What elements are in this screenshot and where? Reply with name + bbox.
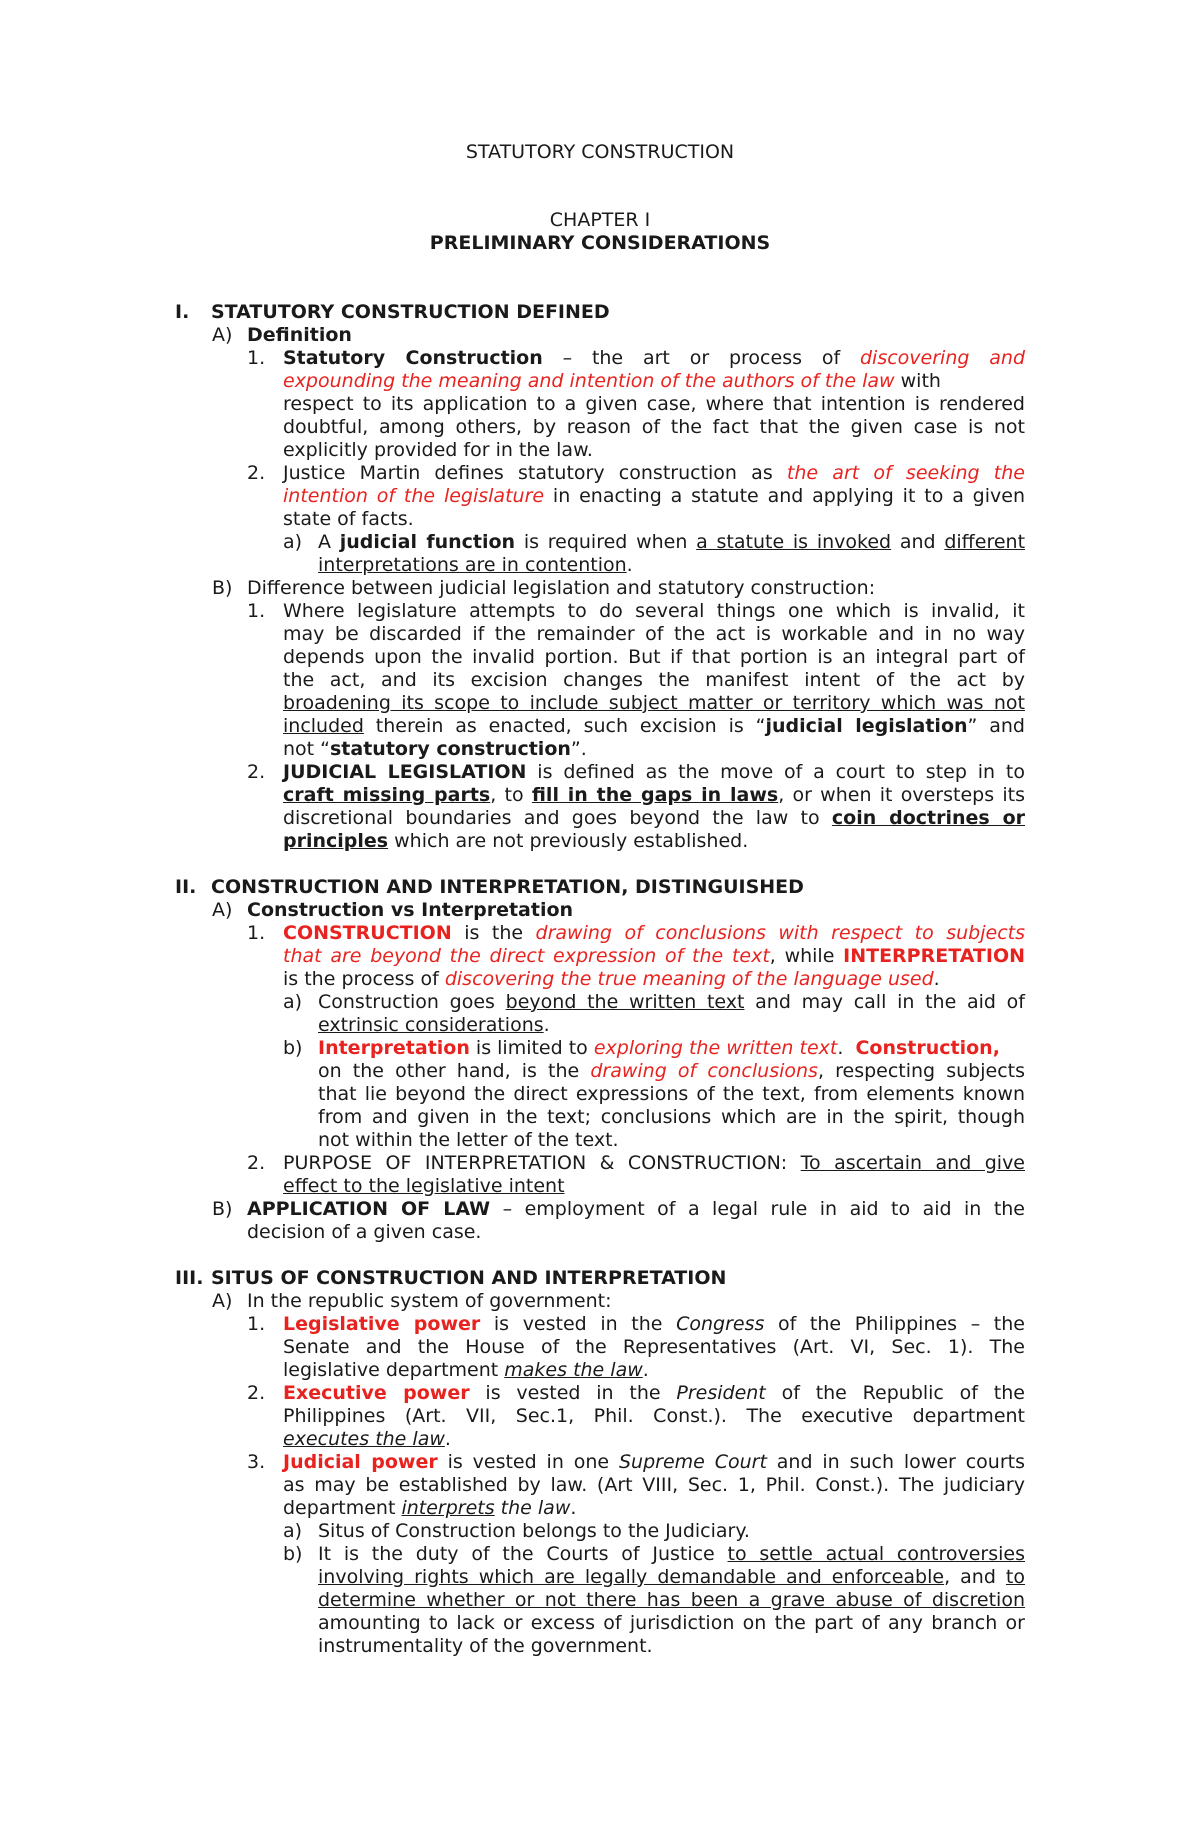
- text: .: [837, 1037, 856, 1059]
- emphasis: Supreme Court: [618, 1451, 767, 1473]
- emphasis: drawing of conclusions with respect to subjects: [535, 922, 1025, 944]
- underlined: determine whether or not there has been a grave abuse of discretion: [318, 1589, 1025, 1611]
- text-line: not within the letter of the text.: [318, 1129, 619, 1151]
- list-item-judicial-legislation-defined: [283, 761, 1025, 853]
- underlined: effect to the legislative intent: [283, 1175, 565, 1197]
- item-letter: a): [283, 1520, 303, 1542]
- list-item-interpretation-limited: [318, 1037, 1025, 1152]
- subsection-title: Construction vs Interpretation: [247, 899, 574, 921]
- subsection-label: B): [212, 577, 233, 599]
- text: It is the duty of the Courts of Justice: [318, 1543, 728, 1565]
- term: judicial function: [339, 531, 516, 553]
- underlined: to settle actual controversies: [727, 1543, 1025, 1565]
- subsection-title: In the republic system of government:: [247, 1290, 612, 1312]
- subsection-label: A): [212, 899, 233, 921]
- text: with: [894, 370, 941, 392]
- text: .: [570, 1497, 577, 1519]
- text: A: [318, 531, 340, 553]
- text: – the art or process of: [542, 347, 860, 369]
- item-number: 1.: [247, 347, 266, 369]
- list-item-duty-of-courts: [318, 1543, 1025, 1658]
- text: of the Philippines – the: [764, 1313, 1025, 1335]
- underlined: a statute is invoked: [696, 531, 892, 553]
- underlined: extrinsic considerations: [318, 1014, 544, 1036]
- term: Construction,: [855, 1037, 1000, 1059]
- underlined: to: [1005, 1566, 1025, 1588]
- item-number: 2.: [247, 1382, 266, 1404]
- text: is vested in the: [469, 1382, 677, 1404]
- term: judicial legislation: [765, 715, 968, 737]
- text-line: Senate and the House of the Representatives (Art. VI, Sec. 1). The: [283, 1336, 1025, 1358]
- text: PURPOSE OF INTERPRETATION & CONSTRUCTION:: [283, 1152, 801, 1174]
- text-line: the act, and its excision changes the manifest intent of the act by: [283, 669, 1025, 691]
- text: .: [444, 1428, 451, 1450]
- text-line: decision of a given case.: [247, 1221, 482, 1243]
- emphasis: exploring the written text: [593, 1037, 838, 1059]
- item-number: 2.: [247, 462, 266, 484]
- text: and may call in the aid of: [744, 991, 1025, 1013]
- text: is vested in the: [480, 1313, 677, 1335]
- list-item-executive-power: [283, 1382, 1025, 1451]
- section-number: III.: [175, 1267, 204, 1289]
- text-line: respect to its application to a given case, where that intention is rendered: [283, 393, 1025, 415]
- term: Judicial power: [283, 1451, 438, 1473]
- document-title: STATUTORY CONSTRUCTION: [465, 141, 735, 163]
- list-item-application-of-law: [247, 1198, 1025, 1244]
- text: .: [543, 1014, 550, 1036]
- text-line: depends upon the invalid portion. But if that portion is an integral part of: [283, 646, 1025, 668]
- emphasis: that are beyond the direct expression of the text: [283, 945, 770, 967]
- text: discretional boundaries and goes beyond the law to: [283, 807, 832, 829]
- underlined: involving rights which are legally demandable and enforceable: [318, 1566, 945, 1588]
- item-letter: b): [283, 1037, 303, 1059]
- emphasis: Congress: [676, 1313, 765, 1335]
- text-line: amounting to lack or excess of jurisdiction on the part of any branch or: [318, 1612, 1025, 1634]
- subsection-label: A): [212, 1290, 233, 1312]
- list-item-judicial-power: [283, 1451, 1025, 1520]
- text: .: [626, 554, 633, 576]
- emphasis: expounding the meaning and intention of the authors of the law: [283, 370, 895, 392]
- text: therein as enacted, such excision is “: [363, 715, 766, 737]
- text: is vested in one: [437, 1451, 619, 1473]
- list-item-justice-martin: [283, 462, 1025, 531]
- term: Statutory Construction: [283, 347, 543, 369]
- underlined: interpretations are in contention: [318, 554, 627, 576]
- underlined-term: principles: [283, 830, 389, 852]
- text: ”.: [570, 738, 587, 760]
- list-item-judicial-legislation-test: [283, 600, 1025, 761]
- text: is required when: [515, 531, 697, 553]
- text: – employment of a legal rule in aid to aid in the: [490, 1198, 1025, 1220]
- section-heading-3: [175, 1267, 726, 1290]
- emphasis: discovering the true meaning of the language used: [444, 968, 934, 990]
- text-line: Situs of Construction belongs to the Judiciary.: [318, 1520, 750, 1542]
- section-title: STATUTORY CONSTRUCTION DEFINED: [211, 301, 610, 323]
- section-heading-1: [175, 301, 610, 324]
- term: JUDICIAL LEGISLATION: [283, 761, 527, 783]
- subsection-title: Difference between judicial legislation and statutory construction:: [247, 577, 876, 599]
- section-title: CONSTRUCTION AND INTERPRETATION, DISTINGUISHED: [211, 876, 804, 898]
- text-line: Philippines (Art. VII, Sec.1, Phil. Const.). The executive department: [283, 1405, 1025, 1427]
- underlined: broadening its scope to include subject matter or territory which was not: [283, 692, 1025, 714]
- emphasis: the law: [494, 1497, 571, 1519]
- term: Executive power: [283, 1382, 470, 1404]
- term: Legislative power: [283, 1313, 481, 1335]
- item-number: 2.: [247, 761, 266, 783]
- text: not “: [283, 738, 330, 760]
- term: statutory construction: [330, 738, 571, 760]
- emphasis: drawing of conclusions: [590, 1060, 818, 1082]
- subsection-label: B): [212, 1198, 233, 1220]
- underlined-emphasis: makes the law: [504, 1359, 643, 1381]
- underlined: different: [944, 531, 1026, 553]
- section-heading-2: [175, 876, 804, 899]
- text-line: doubtful, among others, by reason of the fact that the given case is not: [283, 416, 1025, 438]
- item-letter: b): [283, 1543, 303, 1565]
- chapter-number: CHAPTER I: [549, 209, 651, 231]
- section-number: II.: [175, 876, 197, 898]
- text-line: that lie beyond the direct expressions of the text, from elements known: [318, 1083, 1025, 1105]
- text-line: Where legislature attempts to do several things one which is invalid, it: [283, 600, 1025, 622]
- item-number: 2.: [247, 1152, 266, 1174]
- text: is limited to: [469, 1037, 594, 1059]
- list-item-situs-judiciary: [318, 1520, 1025, 1543]
- text: is the: [451, 922, 536, 944]
- emphasis: President: [676, 1382, 766, 1404]
- chapter-title: PRELIMINARY CONSIDERATIONS: [429, 232, 771, 254]
- text-line: state of facts.: [283, 508, 414, 530]
- list-item-construction-defined: [283, 922, 1025, 991]
- emphasis: the art of seeking the: [786, 462, 1025, 484]
- term: Interpretation: [318, 1037, 470, 1059]
- text-line: may be discarded if the remainder of the act is workable and in no way: [283, 623, 1025, 645]
- item-letter: a): [283, 991, 303, 1013]
- underlined-term: craft missing parts: [283, 784, 491, 806]
- list-item-purpose: [283, 1152, 1025, 1198]
- term: APPLICATION OF LAW: [247, 1198, 491, 1220]
- item-letter: a): [283, 531, 303, 553]
- text: department: [283, 1497, 402, 1519]
- item-number: 1.: [247, 922, 266, 944]
- term: CONSTRUCTION: [283, 922, 452, 944]
- emphasis: intention of the legislature: [283, 485, 545, 507]
- text: .: [933, 968, 940, 990]
- underlined-emphasis: interprets: [401, 1497, 495, 1519]
- text: legislative department: [283, 1359, 505, 1381]
- text: Construction goes: [318, 991, 506, 1013]
- text: in enacting a statute and applying it to a given: [544, 485, 1025, 507]
- item-number: 3.: [247, 1451, 266, 1473]
- list-item-construction-beyond-text: [318, 991, 1025, 1037]
- subsection-label: A): [212, 324, 233, 346]
- text: ” and: [967, 715, 1025, 737]
- text: Justice Martin defines statutory construction as: [283, 462, 787, 484]
- underlined-emphasis: executes the law: [283, 1428, 445, 1450]
- text: and in such lower courts: [766, 1451, 1025, 1473]
- underlined: To ascertain and give: [800, 1152, 1025, 1174]
- text: , respecting subjects: [817, 1060, 1025, 1082]
- section-number: I.: [175, 301, 190, 323]
- item-number: 1.: [247, 600, 266, 622]
- text: on the other hand, is the: [318, 1060, 591, 1082]
- underlined: included: [283, 715, 364, 737]
- term: INTERPRETATION: [843, 945, 1026, 967]
- text: which are not previously established.: [388, 830, 749, 852]
- underlined-term: fill in the gaps in laws: [531, 784, 779, 806]
- text-line: explicitly provided for in the law.: [283, 439, 593, 461]
- list-item-judicial-function: [318, 531, 1025, 577]
- text: , and: [944, 1566, 1006, 1588]
- text: .: [642, 1359, 649, 1381]
- text: , while: [769, 945, 844, 967]
- item-number: 1.: [247, 1313, 266, 1335]
- underlined: beyond the written text: [505, 991, 745, 1013]
- text: , to: [490, 784, 532, 806]
- emphasis: discovering and: [859, 347, 1026, 369]
- list-item-legislative-power: [283, 1313, 1025, 1382]
- text: is defined as the move of a court to step in to: [526, 761, 1025, 783]
- list-item-definition: [283, 347, 1025, 462]
- text: of the Republic of the: [765, 1382, 1025, 1404]
- section-title: SITUS OF CONSTRUCTION AND INTERPRETATION: [211, 1267, 727, 1289]
- text-line: from and given in the text; conclusions which are in the spirit, though: [318, 1106, 1025, 1128]
- text-line: as may be established by law. (Art VIII, Sec. 1, Phil. Const.). The judiciary: [283, 1474, 1025, 1496]
- text: is the process of: [283, 968, 445, 990]
- text: , or when it oversteps its: [778, 784, 1025, 806]
- subsection-title: Definition: [247, 324, 352, 346]
- underlined-term: coin doctrines or: [831, 807, 1025, 829]
- text: and: [891, 531, 945, 553]
- text-line: instrumentality of the government.: [318, 1635, 653, 1657]
